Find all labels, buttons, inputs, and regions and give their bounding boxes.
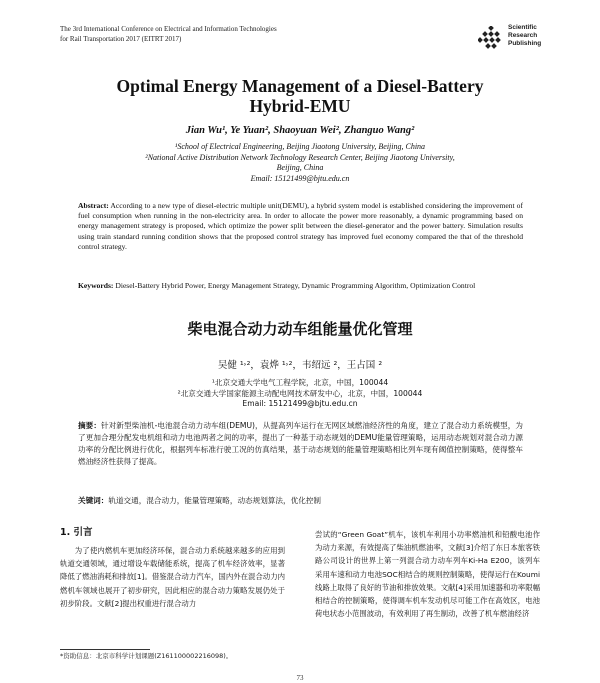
publisher-name — [508, 24, 541, 48]
keywords-cn — [78, 495, 523, 507]
publisher-line-3: Publishing — [508, 40, 542, 47]
keywords-cn-label: 关键词： — [78, 496, 109, 505]
email-cn: Email: 15121499@bjtu.edu.cn — [242, 399, 358, 408]
footnote: *资助信息：北京市科学计划课题(Z161100002216098)。 — [60, 652, 233, 660]
abstract-en — [78, 201, 523, 252]
paper-title-en — [0, 76, 600, 116]
body-column-right: 尝试的“Green Goat”机车，该机车利用小功率燃油机和铅酸电池作为动力来源，有效提高了柴油机燃油率，文献[3]介绍了东日本旅客铁路公司设计的世界上第一列混合动力动车列车Ki-Ha E200，该列车采用车速和动力电池SOC相结合的规则控制策略，使得运行在Koumi线路上取得了良好的节油和排放效果。文献[4]采用加速器和功率限幅相结合的控制策略，使得调车机车发动机尽可能工作在高效区，电池荷电状态小范围波动，有效利用了再生制动，改善了机车燃油经济 — [315, 530, 540, 619]
title-en-line-1: Optimal Energy Management of a Diesel-Battery — [116, 76, 484, 96]
authors-cn: 吴健 ¹˒²，袁烨 ¹˒²，韦绍远 ²，王占国 ² — [217, 360, 383, 371]
affiliations-en — [0, 142, 600, 184]
affiliation-cn-2: ²北京交通大学国家能源主动配电网技术研发中心，北京，中国，100044 — [177, 388, 423, 398]
affiliation-en-3: Beijing, China — [276, 163, 324, 172]
paper-title-cn: 柴电混合动力动车组能量优化管理 — [187, 320, 413, 338]
email-en: Email: 15121499@bjtu.edu.cn — [250, 173, 350, 183]
publisher-line-1: Scientific — [508, 24, 537, 31]
footnote-divider — [60, 649, 150, 650]
affiliation-cn-1: ¹北京交通大学电气工程学院，北京，中国，100044 — [211, 378, 389, 387]
title-en-line-2: Hybrid-EMU — [249, 96, 351, 116]
affiliation-en-1: ¹School of Electrical Engineering, Beijing Jiaotong University, Beijing, China — [174, 142, 426, 151]
section-heading-introduction: 1. 引言 — [60, 527, 93, 538]
abstract-cn — [78, 420, 523, 468]
keywords-en-label: Keywords: — [78, 281, 114, 290]
page-number: 73 — [296, 674, 304, 682]
keywords-en — [78, 281, 523, 291]
abstract-cn-label: 摘要： — [78, 421, 101, 430]
publisher-logo-icon — [478, 26, 504, 50]
abstract-en-label: Abstract: — [78, 201, 109, 210]
body-column-left: 为了使内燃机车更加经济环保，混合动力系统越来越多的应用到轨道交通领域，通过增设车载储能系统，提高了机车经济效率，显著降低了燃油消耗和排放[1]。借鉴混合动力汽车，国内外在混合动力内燃机车领域也展开了初步研究，因此相应的混合动力策略发展仍处于初步阶段。文献[2]提出权重进行混合动力 — [60, 546, 285, 608]
conference-line-2: for Rail Transportation 2017 (EITRT 2017) — [60, 35, 182, 43]
affiliation-en-2: ²National Active Distribution Network Technology Research Center, Beijing Jiaotong University, — [145, 152, 455, 162]
abstract-cn-text: 针对新型柴油机-电池混合动力动车组(DEMU)，从提高列车运行在无网区域燃油经济性的角度，建立了混合动力系统模型，为了更加合理分配发电机组和动力电池两者之间的功率，提出了一种基于动态规划的DEMU能量管理策略，运用动态规划对混合动力源功率的分配比例进行优化，根据列车标准行驶工况的仿真结果，基于动态规划的能量管理策略相比列车现有阈值控制策略，使得整车燃油经济性获得了提高。 — [78, 421, 524, 466]
affiliations-cn — [0, 378, 600, 410]
keywords-en-text: Diesel-Battery Hybrid Power, Energy Management Strategy, Dynamic Programming Algorithm, Optimization Control — [115, 281, 476, 290]
publisher-line-2: Research — [508, 32, 538, 39]
abstract-en-text: According to a new type of diesel-electric multiple unit(DEMU), a hybrid system model is established considering the improvement of fuel consumption when running in the non-electricity area. In order to allocate the power more reasonably, a dynamic programming based on energy management strategy is proposed, which optimize the power split between the diesel-generator and the power battery. Simulation results using train standard running condition shows that the proposed control strategy has improved fuel economy compared the that of the threshold control strategy. — [78, 201, 524, 251]
authors-en: Jian Wu¹, Ye Yuan², Shaoyuan Wei², Zhanguo Wang² — [185, 125, 415, 136]
conference-header — [60, 24, 277, 44]
conference-line-1: The 3rd International Conference on Electrical and Information Technologies — [60, 25, 277, 33]
keywords-cn-text: 轨道交通，混合动力，能量管理策略，动态规划算法，优化控制 — [108, 496, 321, 505]
publisher-logo — [478, 20, 558, 60]
